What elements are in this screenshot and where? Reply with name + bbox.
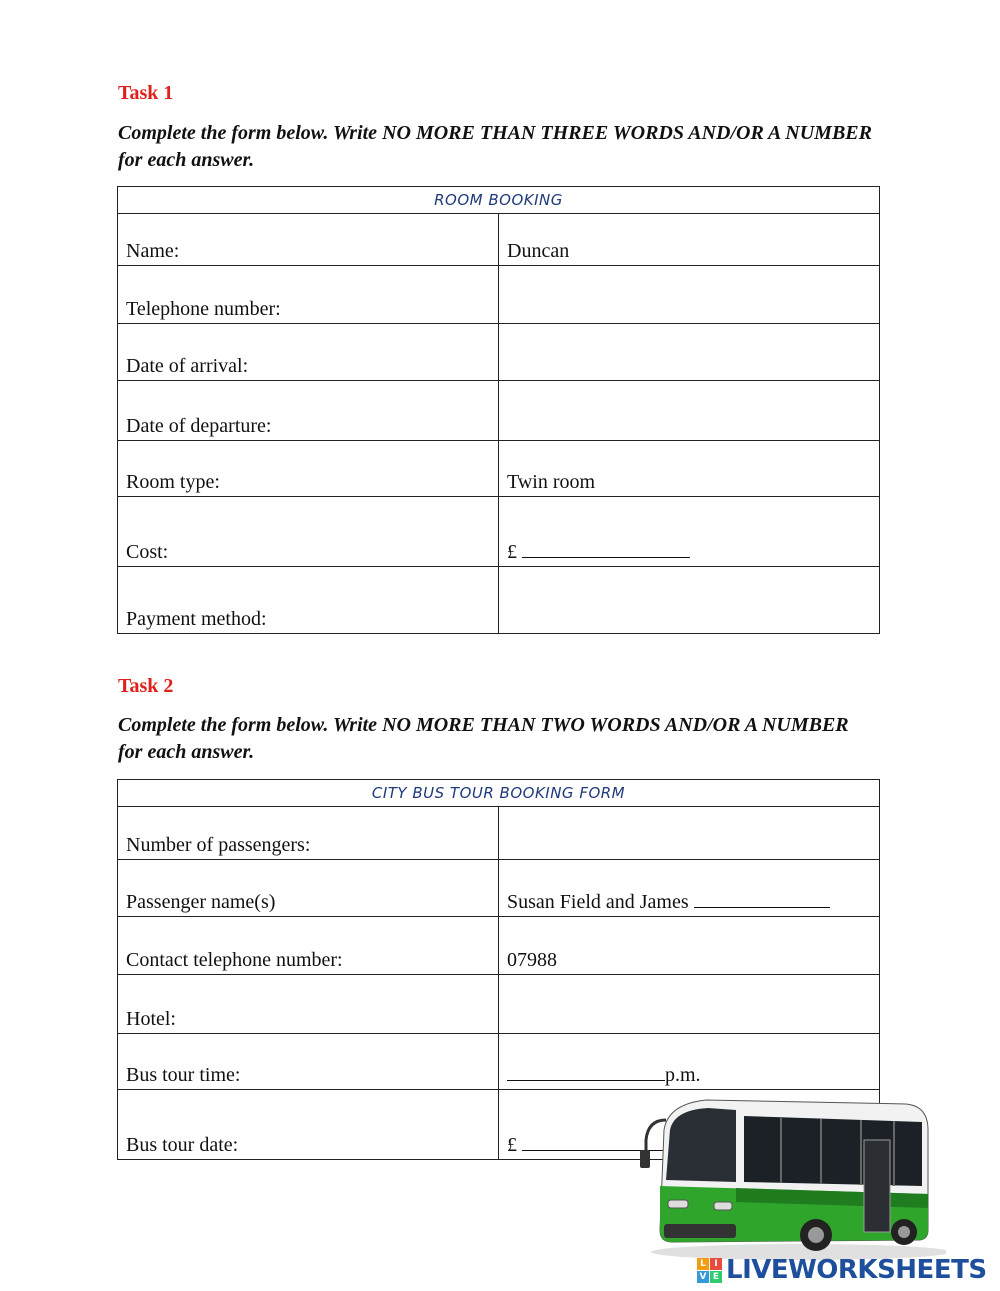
- cost-cell: [499, 497, 880, 567]
- hotel-answer-field[interactable]: [499, 975, 880, 1034]
- payment-answer-field[interactable]: [499, 567, 880, 634]
- name-value: Duncan: [499, 214, 880, 266]
- name-label: Name:: [118, 214, 499, 266]
- task1-title: Task 1: [118, 82, 174, 104]
- passenger-names-cell: [499, 860, 880, 917]
- cost-answer-field[interactable]: [522, 539, 690, 558]
- logo-letter: L: [697, 1258, 709, 1270]
- logo-text: LIVEWORKSHEETS: [726, 1255, 987, 1285]
- logo-mark-icon: [697, 1258, 722, 1283]
- task2-instruction: Complete the form below. Write NO MORE THAN TWO WORDS AND/OR A NUMBER for each answer.: [118, 714, 849, 763]
- arrival-label: Date of arrival:: [118, 324, 499, 381]
- bus-tour-title: CITY BUS TOUR BOOKING FORM: [118, 780, 880, 807]
- arrival-answer-field[interactable]: [499, 324, 880, 381]
- bus-image: [636, 1090, 946, 1270]
- telephone-label: Telephone number:: [118, 266, 499, 324]
- bus-illustration: [636, 1090, 946, 1270]
- room-booking-title: ROOM BOOKING: [118, 187, 880, 214]
- room-type-value: Twin room: [499, 441, 880, 497]
- telephone-answer-field[interactable]: [499, 266, 880, 324]
- logo-letter: I: [710, 1258, 722, 1270]
- pound-sign: £: [507, 1134, 517, 1156]
- tour-time-answer-field[interactable]: [507, 1062, 665, 1081]
- cost-label: Cost:: [118, 497, 499, 567]
- task2-title: Task 2: [118, 675, 174, 697]
- hotel-label: Hotel:: [118, 975, 499, 1034]
- passenger-name-answer-field[interactable]: [694, 889, 830, 908]
- room-type-label: Room type:: [118, 441, 499, 497]
- passengers-answer-field[interactable]: [499, 807, 880, 860]
- departure-label: Date of departure:: [118, 381, 499, 441]
- payment-label: Payment method:: [118, 567, 499, 634]
- passenger-names-label: Passenger name(s): [118, 860, 499, 917]
- contact-phone-value[interactable]: 07988: [499, 917, 880, 975]
- task1-instruction: Complete the form below. Write NO MORE THAN THREE WORDS AND/OR A NUMBER for each answer.: [118, 122, 872, 171]
- tour-time-label: Bus tour time:: [118, 1034, 499, 1090]
- liveworksheets-logo: [697, 1255, 987, 1285]
- logo-letter: E: [710, 1271, 722, 1283]
- tour-time-cell: [499, 1034, 880, 1090]
- passengers-label: Number of passengers:: [118, 807, 499, 860]
- pound-sign: £: [507, 541, 517, 563]
- tour-date-label: Bus tour date:: [118, 1090, 499, 1160]
- logo-letter: V: [697, 1271, 709, 1283]
- room-booking-form: [117, 186, 880, 634]
- departure-answer-field[interactable]: [499, 381, 880, 441]
- passenger-names-value: Susan Field and James: [507, 891, 689, 913]
- contact-phone-label: Contact telephone number:: [118, 917, 499, 975]
- pm-suffix: p.m.: [665, 1064, 701, 1086]
